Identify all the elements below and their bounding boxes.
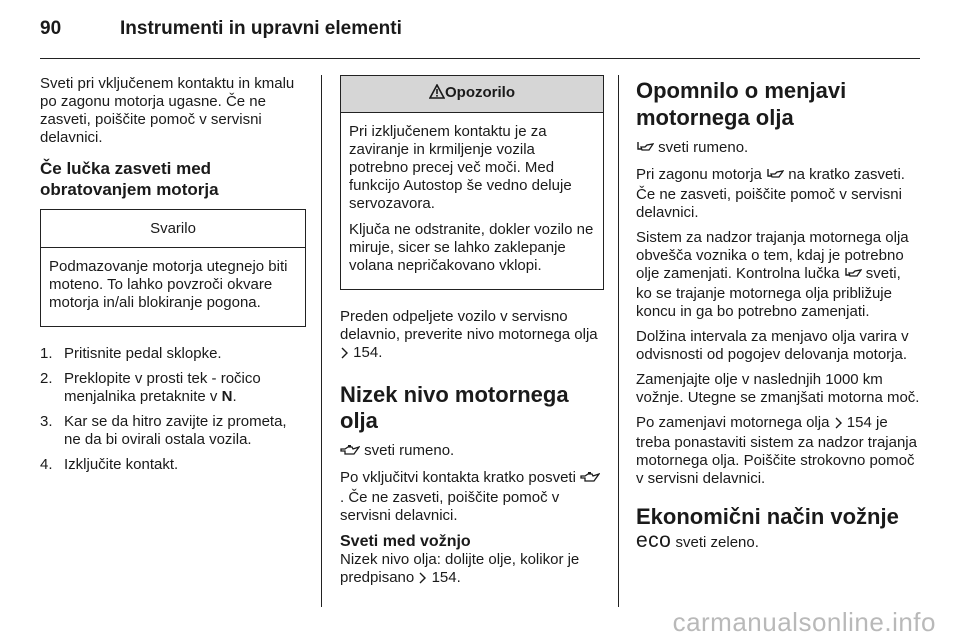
page-ref-arrow-icon xyxy=(834,416,843,434)
intro-text: Sveti pri vključenem kontaktu in kmalu po zagonu motorja ugasne. Če ne zasveti, poiščite pomoč v servisni delavnici. xyxy=(40,75,295,146)
warning-box-title: Svarilo xyxy=(41,210,305,248)
warning-box-text: Podmazovanje motorja utegnejo biti moteno. To lahko povzroči okvare motorja in/ali blokiranje pogona. xyxy=(49,258,288,311)
page-ref-arrow-icon xyxy=(340,346,349,364)
oil-lamp-line: sveti rumeno. xyxy=(340,442,604,462)
list-item: 4. Izključite kontakt. xyxy=(40,456,179,473)
oil-can-icon xyxy=(340,444,360,462)
sub-heading-while-driving: Sveti med vožnjo xyxy=(340,533,471,550)
header-rule xyxy=(40,58,920,59)
list-item: 2. Preklopite v prosti tek - ročico menjalnika pretaknite v N. xyxy=(40,370,261,405)
section-heading-low-oil: Nizek nivo motornega olja xyxy=(340,382,569,433)
oil-change-text-2: Sistem za nadzor trajanja motornega olja obvešča voznika o tem, kdaj je potrebno olje zamenjati. Kontrolna lučka sveti, ko se trajanje motornega olja približuje koncu in ga bo potrebno zamenjati. xyxy=(636,229,909,320)
page-ref-arrow-icon xyxy=(418,571,427,589)
oil-change-text-1: Pri zagonu motorja na kratko zasveti. Če ne zasveti, poiščite pomoč v servisni delavnici. xyxy=(636,166,905,221)
column-2 xyxy=(340,75,604,596)
eco-icon: eco xyxy=(636,529,672,552)
warning-box xyxy=(40,209,306,327)
oil-change-text-5: Po zamenjavi motornega olja 154 je treba ponastaviti sistem za nadzor trajanja motornega olja. Poiščite strokovno pomoč v servisni delavnici. xyxy=(636,414,917,487)
column-3 xyxy=(636,75,920,559)
service-check-text: Preden odpeljete vozilo v servisno delavnio, preverite nivo motornega olja 154. xyxy=(340,308,604,364)
page-number: 90 xyxy=(40,18,62,39)
oil-ignition-text: Po vključitvi kontakta kratko posveti . Če ne zasveti, poiščite pomoč v servisni delavnici. xyxy=(340,469,604,525)
list-item: 3. Kar se da hitro zavijte iz prometa, ne da bi ovirali ostala vozila. xyxy=(40,413,287,448)
section-heading-eco-mode: Ekonomični način vožnje xyxy=(636,504,899,529)
caution-text-1: Pri izključenem kontaktu je za zaviranje in krmiljenje vozila potrebno precej več moči. Med funkcijo Autostop še vedno deluje servozavora. xyxy=(349,123,572,212)
watermark: carmanualsonline.info xyxy=(672,607,936,637)
page-ref[interactable]: 154. xyxy=(353,344,383,361)
page-title: Instrumenti in upravni elementi xyxy=(120,18,402,39)
oil-change-text-4: Zamenjajte olje v naslednjih 1000 km vožnje. Utegne se zmanjšati motorna moč. xyxy=(636,371,920,406)
low-oil-driving-text: Nizek nivo olja: dolijte olje, kolikor je predpisano 154. xyxy=(340,551,604,589)
page-ref[interactable]: 154. xyxy=(431,569,461,586)
gear-n: N xyxy=(221,388,233,405)
caution-text-2: Ključa ne odstranite, dokler vozilo ne miruje, sicer se lahko zaklepanje volana nepričakovano vklopi. xyxy=(349,221,594,274)
oil-can-icon xyxy=(580,471,600,489)
caution-box-title: Opozorilo xyxy=(341,76,603,113)
list-item: 1. Pritisnite pedal sklopke. xyxy=(40,345,222,362)
section-heading-engine-running: Če lučka zasveti med obratovanjem motorja xyxy=(40,159,219,199)
caution-box xyxy=(340,75,604,290)
oil-change-icon xyxy=(766,168,784,186)
column-divider-1 xyxy=(321,75,322,607)
oil-change-icon xyxy=(636,141,654,159)
column-1 xyxy=(40,75,306,481)
page-ref[interactable]: 154 xyxy=(846,414,872,431)
eco-lamp-line: eco sveti zeleno. xyxy=(636,529,759,552)
warning-triangle-icon xyxy=(429,84,445,104)
section-heading-oil-change: Opomnilo o menjavi motornega olja xyxy=(636,78,847,130)
oil-change-text-3: Dolžina intervala za menjavo olja varira v odvisnosti od pogojev delovanja motorja. xyxy=(636,328,909,363)
oil-change-icon xyxy=(844,267,862,285)
oil-change-lamp-line: sveti rumeno. xyxy=(636,139,920,159)
column-divider-2 xyxy=(618,75,619,607)
steps-list xyxy=(40,345,306,474)
page-header xyxy=(40,12,920,46)
